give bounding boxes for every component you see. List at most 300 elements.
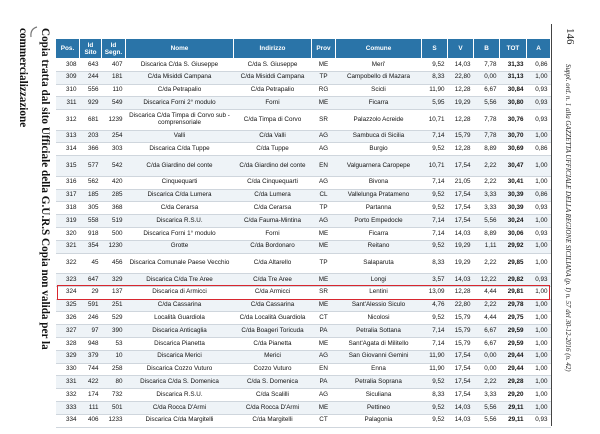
- cell-s: 10,71: [422, 156, 448, 177]
- cell-tot: 29,28: [500, 376, 527, 389]
- cell-prov: SR: [312, 286, 336, 299]
- cell-pos: 318: [56, 202, 80, 215]
- cell-v: 21,05: [448, 176, 474, 189]
- cell-v: 17,54: [448, 389, 474, 402]
- table-row: [56, 176, 551, 189]
- cell-pos: 319: [56, 215, 80, 228]
- col-header-pos: Pos.: [56, 39, 80, 59]
- cell-tot: 30,39: [500, 189, 527, 202]
- cell-id-segn: 1233: [102, 414, 126, 427]
- gazette-reference: Suppl. ord. n. 1 alla GAZZETTA UFFICIALE DELLA REGIONE SICILIANA (p. I) n. 57 del 30-12-2016 (n. 42): [564, 64, 571, 372]
- cell-tot: 30,06: [500, 227, 527, 240]
- cell-comune: Valguarnera Caropepe: [336, 156, 422, 177]
- cell-prov: AG: [312, 389, 336, 402]
- cell-id-sito: 577: [80, 156, 102, 177]
- cell-s: 9,52: [422, 202, 448, 215]
- cell-id-sito: 244: [80, 71, 102, 84]
- cell-nome: Discarica C/da S. Domenica: [126, 376, 234, 389]
- cell-v: 12,28: [448, 286, 474, 299]
- cell-prov: EN: [312, 156, 336, 177]
- cell-nome: C/da Misiddi Campana: [126, 71, 234, 84]
- cell-v: 15,79: [448, 325, 474, 338]
- col-header-id-segn: Id Segn.: [102, 39, 126, 59]
- cell-comune: Petralia Soprana: [336, 376, 422, 389]
- cell-v: 22,80: [448, 71, 474, 84]
- cell-id-segn: 500: [102, 227, 126, 240]
- cell-pos: 323: [56, 274, 80, 287]
- cell-id-segn: 303: [102, 143, 126, 156]
- cell-nome: Discarica C/da Margitelli: [126, 414, 234, 427]
- cell-prov: ME: [312, 240, 336, 253]
- cell-prov: ME: [312, 59, 336, 72]
- cell-comune: Sant'Alessio Siculo: [336, 299, 422, 312]
- cell-indirizzo: C/da Timpa di Corvo: [234, 110, 312, 131]
- cell-prov: ME: [312, 338, 336, 351]
- cell-a: 0,86: [527, 59, 551, 72]
- col-header-a: A: [527, 39, 551, 59]
- cell-indirizzo: C/da Rocca D'Armi: [234, 402, 312, 415]
- cell-pos: 311: [56, 97, 80, 110]
- table-row: [56, 240, 551, 253]
- cell-prov: CT: [312, 414, 336, 427]
- cell-id-segn: 420: [102, 176, 126, 189]
- cell-prov: ME: [312, 274, 336, 287]
- cell-prov: AG: [312, 143, 336, 156]
- table-body: [56, 59, 551, 428]
- cell-nome: Discarica C/da Lumera: [126, 189, 234, 202]
- table-row: [56, 402, 551, 415]
- cell-pos: 324: [56, 286, 80, 299]
- cell-s: 9,52: [422, 143, 448, 156]
- cell-v: 14,03: [448, 274, 474, 287]
- cell-b: 6,67: [474, 84, 500, 97]
- cell-a: 0,93: [527, 414, 551, 427]
- cell-a: 1,00: [527, 389, 551, 402]
- cell-tot: 29,82: [500, 274, 527, 287]
- cell-a: 0,93: [527, 227, 551, 240]
- cell-indirizzo: C/da Località Guardiola: [234, 312, 312, 325]
- cell-indirizzo: Forni: [234, 97, 312, 110]
- cell-id-sito: 203: [80, 130, 102, 143]
- cell-tot: 29,20: [500, 389, 527, 402]
- table-row: [56, 414, 551, 427]
- cell-s: 7,14: [422, 227, 448, 240]
- cell-id-sito: 305: [80, 202, 102, 215]
- cell-a: 1,00: [527, 156, 551, 177]
- cell-id-segn: 368: [102, 202, 126, 215]
- col-header-s: S: [422, 39, 448, 59]
- cell-nome: Discarica C/da Timpa di Corvo sub - comprensoriale: [126, 110, 234, 131]
- cell-a: 1,00: [527, 299, 551, 312]
- cell-tot: 30,47: [500, 156, 527, 177]
- cell-id-segn: 519: [102, 215, 126, 228]
- col-header-indirizzo: Indirizzo: [234, 39, 312, 59]
- cell-tot: 29,85: [500, 253, 527, 274]
- cell-tot: 29,78: [500, 299, 527, 312]
- cell-tot: 31,13: [500, 71, 527, 84]
- cell-indirizzo: C/da Fauma-Mintina: [234, 215, 312, 228]
- cell-v: 14,03: [448, 402, 474, 415]
- cell-s: 9,52: [422, 312, 448, 325]
- cell-indirizzo: C/da Cinquequarti: [234, 176, 312, 189]
- landfill-ranking-table: [55, 38, 551, 428]
- cell-comune: Partanna: [336, 202, 422, 215]
- col-header-comune: Comune: [336, 39, 422, 59]
- cell-prov: TP: [312, 253, 336, 274]
- landfill-ranking-table-wrapper: [55, 38, 550, 428]
- cell-s: 9,52: [422, 402, 448, 415]
- cell-b: 5,56: [474, 215, 500, 228]
- cell-id-segn: 181: [102, 71, 126, 84]
- cell-a: 0,93: [527, 97, 551, 110]
- cell-comune: Bivona: [336, 176, 422, 189]
- cell-nome: Grotte: [126, 240, 234, 253]
- cell-prov: ME: [312, 299, 336, 312]
- cell-b: 7,78: [474, 130, 500, 143]
- cell-b: 2,22: [474, 299, 500, 312]
- cell-tot: 29,44: [500, 363, 527, 376]
- cell-id-segn: 10: [102, 350, 126, 363]
- cell-a: 1,00: [527, 130, 551, 143]
- cell-v: 19,29: [448, 97, 474, 110]
- cell-v: 12,28: [448, 84, 474, 97]
- corner-mark-icon: [28, 26, 40, 38]
- cell-id-segn: 456: [102, 253, 126, 274]
- cell-pos: 316: [56, 176, 80, 189]
- cell-id-sito: 681: [80, 110, 102, 131]
- cell-id-sito: 97: [80, 325, 102, 338]
- cell-b: 5,56: [474, 97, 500, 110]
- cell-indirizzo: C/da Tuppe: [234, 143, 312, 156]
- cell-id-segn: 542: [102, 156, 126, 177]
- cell-comune: Scicli: [336, 84, 422, 97]
- table-row: [56, 84, 551, 97]
- cell-id-segn: 549: [102, 97, 126, 110]
- cell-comune: Siculiana: [336, 389, 422, 402]
- cell-b: 6,67: [474, 325, 500, 338]
- cell-v: 12,28: [448, 110, 474, 131]
- cell-tot: 30,39: [500, 202, 527, 215]
- table-row: [56, 363, 551, 376]
- cell-nome: Discarica di Armicci: [126, 286, 234, 299]
- col-header-v: V: [448, 39, 474, 59]
- cell-pos: 309: [56, 71, 80, 84]
- cell-prov: EN: [312, 363, 336, 376]
- cell-indirizzo: C/da Altarello: [234, 253, 312, 274]
- cell-comune: Pettineo: [336, 402, 422, 415]
- cell-comune: Petralia Sottana: [336, 325, 422, 338]
- cell-s: 7,14: [422, 130, 448, 143]
- cell-indirizzo: C/da Bordonaro: [234, 240, 312, 253]
- cell-v: 17,54: [448, 350, 474, 363]
- cell-id-sito: 744: [80, 363, 102, 376]
- cell-b: 0,00: [474, 71, 500, 84]
- cell-id-segn: 529: [102, 312, 126, 325]
- cell-b: 7,78: [474, 110, 500, 131]
- cell-indirizzo: C/da Margitelli: [234, 414, 312, 427]
- cell-nome: Valli: [126, 130, 234, 143]
- table-row: [56, 215, 551, 228]
- cell-prov: AG: [312, 130, 336, 143]
- cell-v: 15,79: [448, 130, 474, 143]
- cell-indirizzo: C/da Valli: [234, 130, 312, 143]
- cell-b: 3,33: [474, 389, 500, 402]
- cell-id-sito: 556: [80, 84, 102, 97]
- table-row: [56, 376, 551, 389]
- cell-s: 7,14: [422, 215, 448, 228]
- cell-pos: 314: [56, 143, 80, 156]
- col-header-prov: Prov: [312, 39, 336, 59]
- disclaimer-line-2: commercializzazione: [17, 28, 29, 128]
- cell-pos: 331: [56, 376, 80, 389]
- disclaimer-line-1: Copia tratta dal sito Ufficiale della G.U.R.S Copia non valida per la: [39, 28, 51, 350]
- cell-nome: Discarica C/da Tre Aree: [126, 274, 234, 287]
- table-row: [56, 312, 551, 325]
- cell-nome: Discarica R.S.U.: [126, 215, 234, 228]
- cell-pos: 312: [56, 110, 80, 131]
- cell-nome: Discarica Cozzo Vuturo: [126, 363, 234, 376]
- cell-id-sito: 948: [80, 338, 102, 351]
- cell-id-segn: 501: [102, 402, 126, 415]
- cell-id-sito: 558: [80, 215, 102, 228]
- cell-prov: TP: [312, 71, 336, 84]
- cell-v: 17,54: [448, 189, 474, 202]
- cell-pos: 315: [56, 156, 80, 177]
- cell-id-sito: 185: [80, 189, 102, 202]
- cell-b: 4,44: [474, 312, 500, 325]
- cell-nome: C/da Petrapalio: [126, 84, 234, 97]
- cell-id-segn: 407: [102, 59, 126, 72]
- col-header-tot: TOT: [500, 39, 527, 59]
- cell-nome: Discarica Forni 1° modulo: [126, 227, 234, 240]
- cell-comune: Palazzolo Acreide: [336, 110, 422, 131]
- cell-id-sito: 174: [80, 389, 102, 402]
- table-row: [56, 97, 551, 110]
- cell-prov: PA: [312, 325, 336, 338]
- cell-comune: Porto Empedocle: [336, 215, 422, 228]
- cell-id-sito: 406: [80, 414, 102, 427]
- cell-pos: 330: [56, 363, 80, 376]
- cell-b: 5,56: [474, 414, 500, 427]
- cell-pos: 313: [56, 130, 80, 143]
- cell-v: 19,29: [448, 240, 474, 253]
- table-row: [56, 202, 551, 215]
- cell-b: 8,89: [474, 143, 500, 156]
- table-row: [56, 338, 551, 351]
- cell-comune: Salaparuta: [336, 253, 422, 274]
- cell-indirizzo: C/da Lumera: [234, 189, 312, 202]
- cell-b: 2,22: [474, 156, 500, 177]
- cell-nome: Discarica Anticaglia: [126, 325, 234, 338]
- cell-b: 2,22: [474, 176, 500, 189]
- cell-indirizzo: C/da Tre Aree: [234, 274, 312, 287]
- cell-s: 7,14: [422, 176, 448, 189]
- cell-id-segn: 254: [102, 130, 126, 143]
- cell-comune: Meri': [336, 59, 422, 72]
- cell-tot: 29,59: [500, 325, 527, 338]
- cell-indirizzo: C/da Misiddi Campana: [234, 71, 312, 84]
- table-row: [56, 59, 551, 72]
- table-row: [56, 389, 551, 402]
- cell-indirizzo: C/da Boageri Toricuda: [234, 325, 312, 338]
- cell-a: 1,00: [527, 176, 551, 189]
- cell-b: 3,33: [474, 189, 500, 202]
- cell-pos: 327: [56, 325, 80, 338]
- cell-id-sito: 591: [80, 299, 102, 312]
- cell-comune: Reitano: [336, 240, 422, 253]
- table-row: [56, 227, 551, 240]
- cell-a: 1,00: [527, 286, 551, 299]
- cell-a: 1,00: [527, 376, 551, 389]
- cell-comune: Longi: [336, 274, 422, 287]
- cell-indirizzo: C/da Pianetta: [234, 338, 312, 351]
- cell-prov: AG: [312, 350, 336, 363]
- cell-tot: 30,70: [500, 130, 527, 143]
- cell-tot: 29,11: [500, 414, 527, 427]
- cell-comune: San Giovanni Gemini: [336, 350, 422, 363]
- cell-pos: 320: [56, 227, 80, 240]
- cell-comune: Nicolosi: [336, 312, 422, 325]
- cell-indirizzo: Merici: [234, 350, 312, 363]
- cell-a: 0,86: [527, 143, 551, 156]
- cell-b: 2,22: [474, 253, 500, 274]
- cell-a: 0,93: [527, 84, 551, 97]
- cell-a: 0,93: [527, 110, 551, 131]
- cell-comune: Vallelunga Pratameno: [336, 189, 422, 202]
- cell-prov: ME: [312, 227, 336, 240]
- cell-b: 8,89: [474, 227, 500, 240]
- cell-a: 1,00: [527, 312, 551, 325]
- cell-s: 10,71: [422, 110, 448, 131]
- cell-a: 1,00: [527, 350, 551, 363]
- cell-id-sito: 246: [80, 312, 102, 325]
- cell-comune: Ficarra: [336, 227, 422, 240]
- cell-pos: 334: [56, 414, 80, 427]
- cell-pos: 329: [56, 350, 80, 363]
- cell-prov: CL: [312, 189, 336, 202]
- table-row: [56, 350, 551, 363]
- cell-indirizzo: C/da Cerarsa: [234, 202, 312, 215]
- cell-tot: 30,41: [500, 176, 527, 189]
- cell-v: 14,03: [448, 59, 474, 72]
- cell-s: 11,90: [422, 350, 448, 363]
- cell-prov: SR: [312, 110, 336, 131]
- cell-prov: ME: [312, 97, 336, 110]
- cell-id-sito: 929: [80, 97, 102, 110]
- cell-id-sito: 366: [80, 143, 102, 156]
- cell-indirizzo: C/da S. Domenica: [234, 376, 312, 389]
- cell-tot: 29,59: [500, 338, 527, 351]
- cell-indirizzo: C/da Armicci: [234, 286, 312, 299]
- cell-a: 1,00: [527, 338, 551, 351]
- cell-s: 9,52: [422, 376, 448, 389]
- table-row: [56, 130, 551, 143]
- cell-b: 0,00: [474, 350, 500, 363]
- cell-b: 0,00: [474, 363, 500, 376]
- cell-b: 3,33: [474, 202, 500, 215]
- cell-a: 0,86: [527, 189, 551, 202]
- cell-s: 8,33: [422, 71, 448, 84]
- cell-pos: 308: [56, 59, 80, 72]
- cell-indirizzo: Cozzo Vuturo: [234, 363, 312, 376]
- cell-b: 7,78: [474, 59, 500, 72]
- cell-id-sito: 422: [80, 376, 102, 389]
- table-row: [56, 143, 551, 156]
- cell-id-segn: 1239: [102, 110, 126, 131]
- cell-comune: Palagonia: [336, 414, 422, 427]
- cell-nome: C/da Rocca D'Armi: [126, 402, 234, 415]
- cell-tot: 30,69: [500, 143, 527, 156]
- table-row: [56, 71, 551, 84]
- cell-tot: 29,92: [500, 240, 527, 253]
- cell-id-segn: 285: [102, 189, 126, 202]
- copy-disclaimer: [3, 28, 51, 428]
- cell-s: 9,52: [422, 59, 448, 72]
- cell-s: 9,52: [422, 240, 448, 253]
- cell-a: 1,00: [527, 215, 551, 228]
- cell-prov: AG: [312, 215, 336, 228]
- cell-v: 19,29: [448, 253, 474, 274]
- cell-b: 5,56: [474, 402, 500, 415]
- cell-id-segn: 137: [102, 286, 126, 299]
- cell-nome: C/da Cerarsa: [126, 202, 234, 215]
- cell-v: 12,28: [448, 143, 474, 156]
- cell-b: 4,44: [474, 286, 500, 299]
- table-row: [56, 110, 551, 131]
- cell-s: 11,90: [422, 84, 448, 97]
- table-row: [56, 325, 551, 338]
- cell-pos: 321: [56, 240, 80, 253]
- cell-id-sito: 45: [80, 253, 102, 274]
- cell-s: 3,57: [422, 274, 448, 287]
- cell-id-segn: 390: [102, 325, 126, 338]
- cell-s: 13,09: [422, 286, 448, 299]
- col-header-b: B: [474, 39, 500, 59]
- cell-indirizzo: C/da Petrapalio: [234, 84, 312, 97]
- cell-prov: RG: [312, 84, 336, 97]
- cell-s: 9,52: [422, 414, 448, 427]
- cell-pos: 332: [56, 389, 80, 402]
- cell-comune: Lentini: [336, 286, 422, 299]
- cell-id-segn: 110: [102, 84, 126, 97]
- cell-indirizzo: C/da S. Giuseppe: [234, 59, 312, 72]
- cell-s: 9,52: [422, 189, 448, 202]
- cell-indirizzo: C/da Giardino del conte: [234, 156, 312, 177]
- cell-nome: Discarica Forni 2° modulo: [126, 97, 234, 110]
- cell-pos: 310: [56, 84, 80, 97]
- cell-id-sito: 647: [80, 274, 102, 287]
- cell-id-sito: 354: [80, 240, 102, 253]
- cell-pos: 328: [56, 338, 80, 351]
- cell-v: 22,80: [448, 299, 474, 312]
- col-header-nome: Nome: [126, 39, 234, 59]
- table-row: [56, 253, 551, 274]
- cell-nome: Località Guardiola: [126, 312, 234, 325]
- cell-prov: ME: [312, 402, 336, 415]
- cell-s: 7,14: [422, 338, 448, 351]
- cell-tot: 31,33: [500, 59, 527, 72]
- cell-prov: TP: [312, 202, 336, 215]
- cell-nome: Discarica Merici: [126, 350, 234, 363]
- cell-a: 1,00: [527, 325, 551, 338]
- cell-v: 17,54: [448, 156, 474, 177]
- cell-pos: 322: [56, 253, 80, 274]
- cell-s: 5,95: [422, 97, 448, 110]
- cell-nome: Discarica Comunale Paese Vecchio: [126, 253, 234, 274]
- cell-tot: 29,44: [500, 350, 527, 363]
- cell-s: 11,90: [422, 363, 448, 376]
- cell-id-segn: 258: [102, 363, 126, 376]
